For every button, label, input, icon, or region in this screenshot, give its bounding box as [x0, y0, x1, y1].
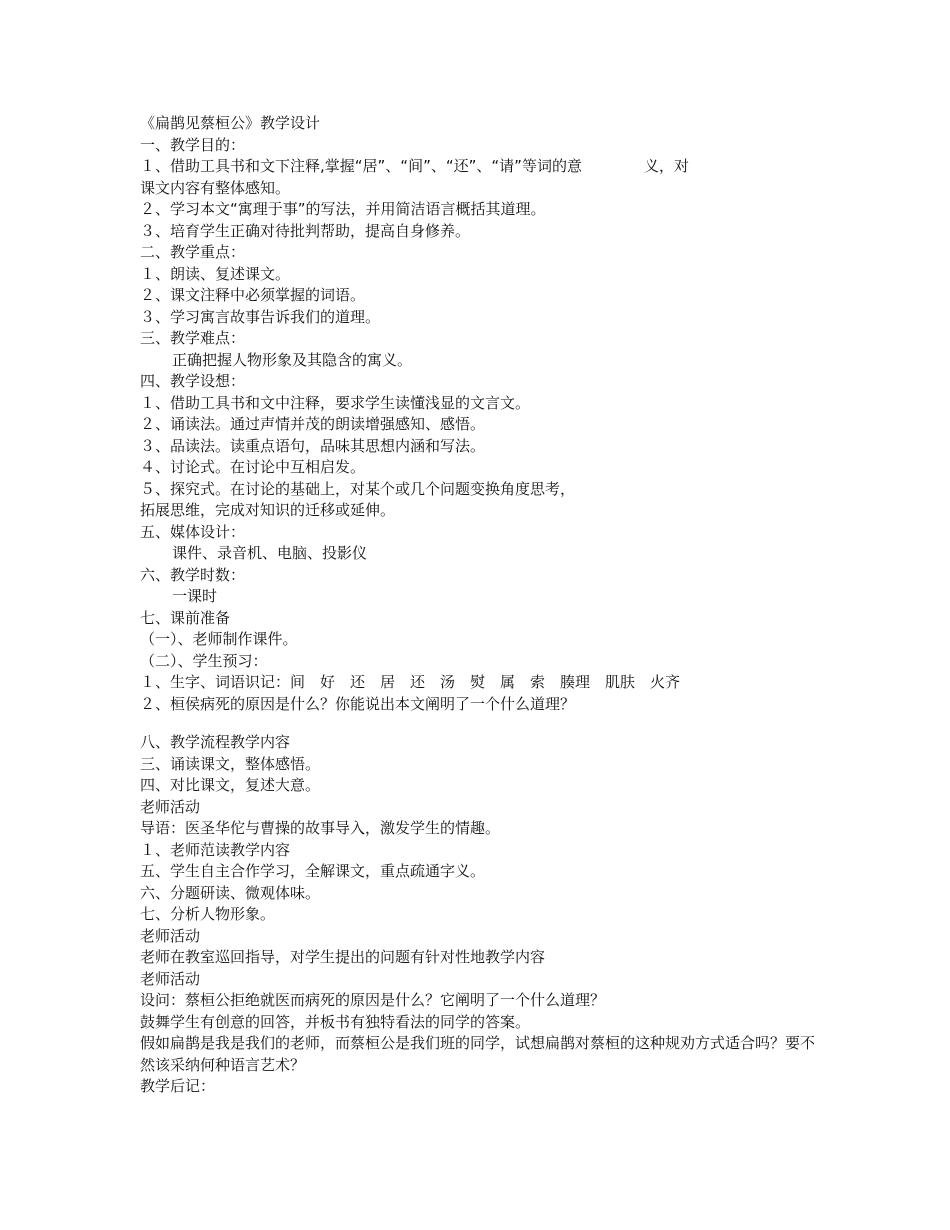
text-line: 课件、录音机、电脑、投影仪 [172, 544, 368, 562]
text-line: ４、讨论式。在讨论中互相启发。 [140, 458, 366, 476]
text-line: ２、诵读法。通过声情并茂的朗读增强感知、感悟。 [140, 415, 486, 433]
text-line: 一课时 [172, 587, 218, 605]
text-line: １、老师范读教学内容 [140, 840, 291, 859]
section-heading: 五、媒体设计： [140, 522, 246, 541]
text-line: 导语：医圣华佗与曹操的故事导入，激发学生的情趣。 [140, 819, 501, 837]
text-line: ５、探究式。在讨论的基础上，对某个或几个问题变换角度思考， [140, 479, 576, 498]
section-heading: 教学后记： [140, 1077, 216, 1095]
blank-line [140, 715, 820, 732]
section-heading: 六、教学时数： [140, 565, 246, 584]
text-line: 设问：蔡桓公拒绝就医而病死的原因是什么？它阐明了一个什么道理？ [140, 991, 606, 1009]
section-heading: 四、教学设想： [140, 372, 246, 390]
text-line: 老师在教室巡回指导，对学生提出的问题有针对性地教学内容 [140, 948, 546, 966]
text-line [140, 156, 820, 178]
text-line: 五、学生自主合作学习，全解课文，重点疏通字义。 [140, 862, 486, 880]
text-line: １、生字、词语识记：间 好 还 居 还 汤 熨 属 索 腠理 肌肤 火齐 [140, 673, 681, 691]
text-paragraph: 假如扁鹊是我是我们的老师，而蔡桓公是我们班的同学，试想扁鹊对蔡桓的这种规劝方式适合吗？要不然该采纳何种语言艺术？ [140, 1034, 816, 1074]
text-line: 老师活动 [140, 797, 201, 816]
text-line: （二）、学生预习： [140, 651, 268, 670]
text-line: １、借助工具书和文中注释，要求学生读懂浅显的文言文。 [140, 393, 531, 412]
text-line: 老师活动 [140, 969, 201, 988]
text-line: 七、分析人物形象。 [140, 905, 276, 923]
text-line: 四、对比课文，复述大意。 [140, 776, 321, 794]
section-heading: 八、教学流程教学内容 [140, 733, 291, 751]
text-line: １、朗读、复述课文。 [140, 264, 291, 283]
text-line: ２、桓侯病死的原因是什么？你能说出本文阐明了一个什么道理？ [140, 694, 576, 713]
text-line: 三、诵读课文，整体感悟。 [140, 754, 321, 773]
text-line: 拓展思维，完成对知识的迁移或延伸。 [140, 501, 396, 519]
section-heading: 七、课前准备 [140, 608, 231, 627]
document-body [140, 113, 820, 1098]
section-heading: 二、教学重点： [140, 243, 246, 261]
text-line: （一）、老师制作课件。 [140, 630, 298, 648]
text-line: 课文内容有整体感知。 [140, 178, 291, 197]
text-line: 六、分题研读、微观体味。 [140, 883, 321, 902]
text-segment: 义，对 [643, 157, 689, 175]
text-segment: １、借助工具书和文下注释,掌握“居”、“间”、“还”、“请”等词的意 [140, 157, 582, 175]
document-title: 《扁鹊见蔡桓公》教学设计 [140, 114, 321, 132]
text-line: ２、课文注释中必须掌握的词语。 [140, 286, 366, 304]
text-line: ２、学习本文“寓理于事”的写法，并用简洁语言概括其道理。 [140, 200, 546, 218]
section-heading: 一、教学目的： [140, 135, 246, 154]
text-line: 正确把握人物形象及其隐含的寓义。 [172, 350, 413, 369]
text-line: ３、品读法。读重点语句，品味其思想内涵和写法。 [140, 436, 486, 455]
text-line: 鼓舞学生有创意的回答，并板书有独特看法的同学的答案。 [140, 1012, 531, 1031]
text-line: ３、学习寓言故事告诉我们的道理。 [140, 307, 381, 326]
text-line: 老师活动 [140, 926, 201, 945]
section-heading: 三、教学难点： [140, 329, 246, 347]
text-line: ３、培育学生正确对待批判帮助，提高自身修养。 [140, 221, 471, 240]
